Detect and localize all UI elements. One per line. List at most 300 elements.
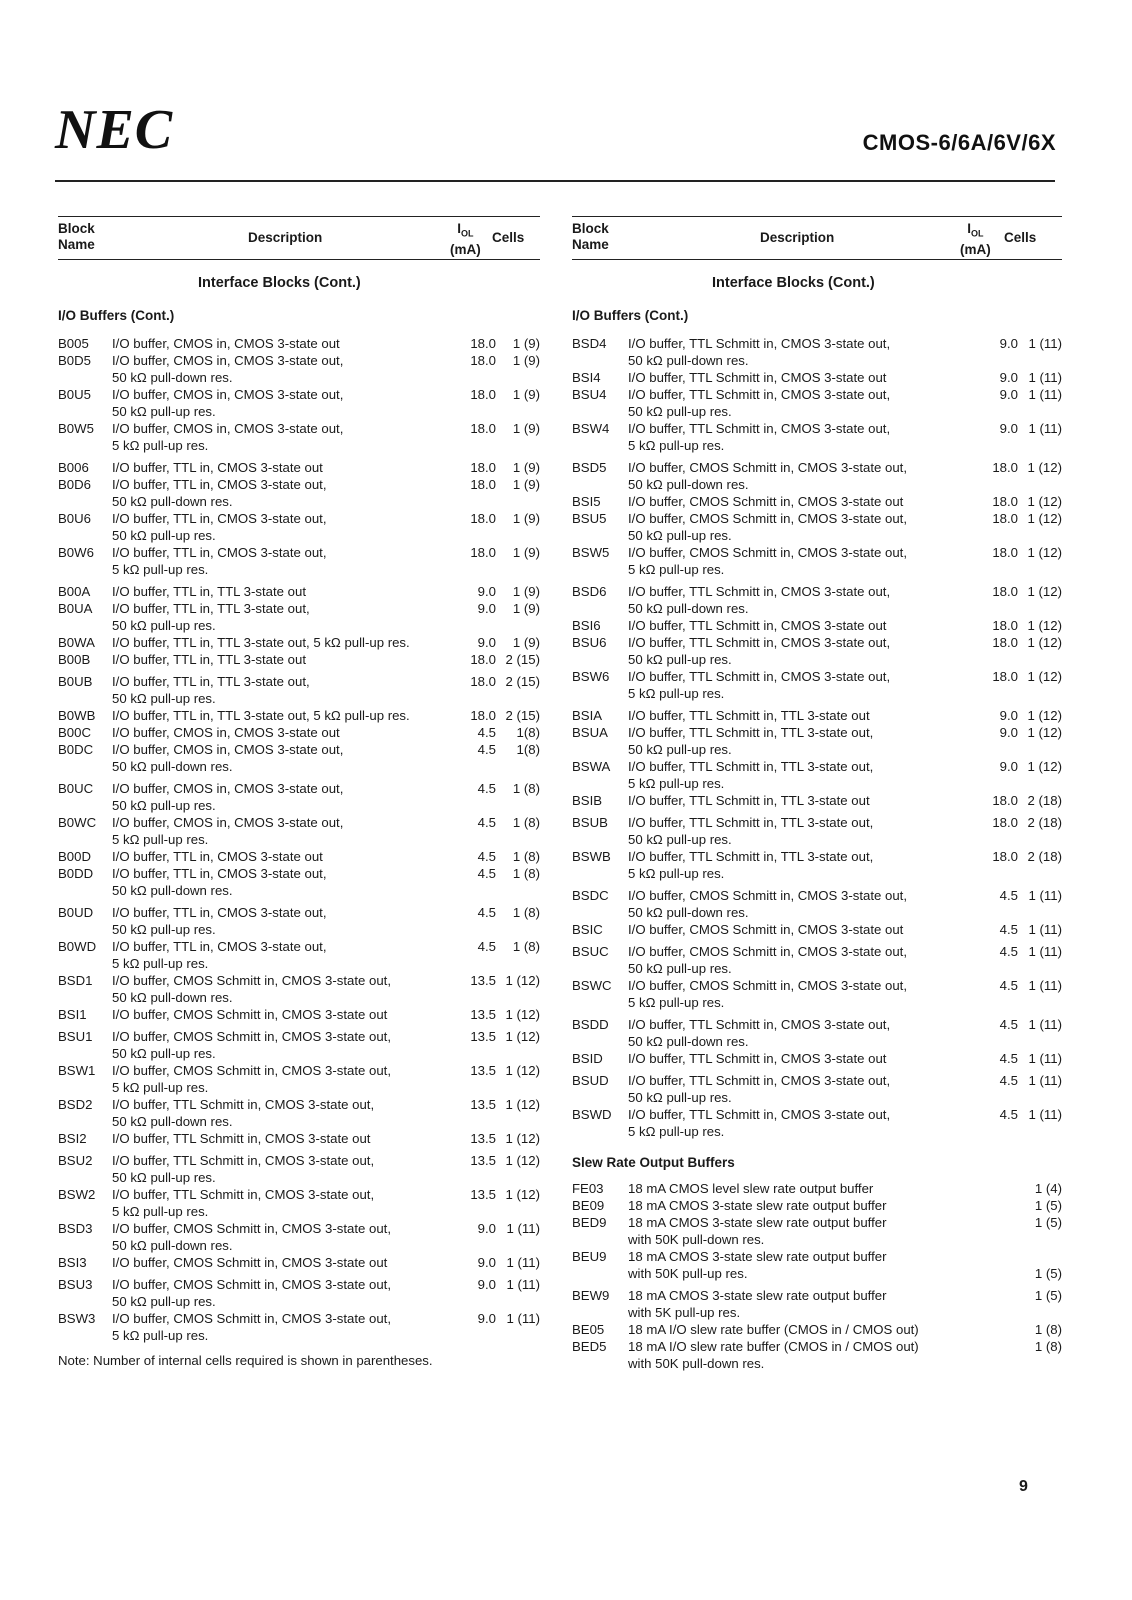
iol-value: 9.0 xyxy=(477,1277,496,1292)
description-line: 5 kΩ pull-up res. xyxy=(112,1204,209,1219)
cells-value: 1 (8) xyxy=(512,815,540,830)
description-line: I/O buffer, TTL Schmitt in, CMOS 3-state out, xyxy=(112,1153,375,1168)
description-line: 50 kΩ pull-up res. xyxy=(112,922,216,937)
description-line: I/O buffer, TTL Schmitt in, CMOS 3-state out xyxy=(628,1051,887,1066)
table-row xyxy=(572,1214,1062,1248)
description-line: 50 kΩ pull-up res. xyxy=(112,1046,216,1061)
block-name: BSU2 xyxy=(58,1153,93,1168)
description-line: 50 kΩ pull-down res. xyxy=(628,477,749,492)
iol-value: 18.0 xyxy=(470,421,496,436)
description-line: 18 mA I/O slew rate buffer (CMOS in / CMOS out) xyxy=(628,1339,919,1354)
block-description xyxy=(628,583,978,617)
description-line: I/O buffer, TTL in, TTL 3-state out, xyxy=(112,601,310,616)
block-description xyxy=(112,386,456,420)
description-line: 5 kΩ pull-up res. xyxy=(628,776,725,791)
description-line: I/O buffer, CMOS in, CMOS 3-state out, xyxy=(112,421,344,436)
description-line: I/O buffer, CMOS Schmitt in, CMOS 3-state out, xyxy=(628,511,907,526)
description-line: 50 kΩ pull-up res. xyxy=(112,1294,216,1309)
cells-value: 1 (12) xyxy=(505,1131,540,1146)
block-description xyxy=(112,1186,456,1220)
table-row xyxy=(58,1276,540,1310)
description-line: I/O buffer, CMOS Schmitt in, CMOS 3-state out, xyxy=(628,460,907,475)
iol-value: 9.0 xyxy=(477,1255,496,1270)
iol-value: 13.5 xyxy=(470,1063,496,1078)
table-row xyxy=(58,476,540,510)
description-line: I/O buffer, CMOS Schmitt in, CMOS 3-state out, xyxy=(628,545,907,560)
table-row xyxy=(572,1072,1062,1106)
block-name: BSU6 xyxy=(572,635,607,650)
description-line: I/O buffer, CMOS in, CMOS 3-state out, xyxy=(112,742,344,757)
description-line: 50 kΩ pull-down res. xyxy=(628,353,749,368)
block-name: B006 xyxy=(58,460,89,475)
description-line: 5 kΩ pull-up res. xyxy=(112,1328,209,1343)
description-line: 50 kΩ pull-up res. xyxy=(628,832,732,847)
block-description xyxy=(112,904,456,938)
iol-value: 18.0 xyxy=(992,584,1018,599)
block-name: B0UB xyxy=(58,674,93,689)
description-line: I/O buffer, TTL in, TTL 3-state out xyxy=(112,584,306,599)
block-name: BSU3 xyxy=(58,1277,93,1292)
description-line: 50 kΩ pull-down res. xyxy=(112,759,233,774)
description-line: I/O buffer, TTL Schmitt in, TTL 3-state out, xyxy=(628,725,874,740)
header-divider xyxy=(55,180,1055,182)
cells-value: 1 (12) xyxy=(1027,494,1062,509)
block-name: B00D xyxy=(58,849,91,864)
iol-value: 4.5 xyxy=(999,922,1018,937)
table-row xyxy=(572,814,1062,848)
iol-value: 18.0 xyxy=(992,460,1018,475)
iol-value: 4.5 xyxy=(999,944,1018,959)
block-name: BSIA xyxy=(572,708,603,723)
description-line: I/O buffer, TTL Schmitt in, CMOS 3-state out, xyxy=(628,336,891,351)
table-row xyxy=(572,707,1062,724)
block-name: BSI2 xyxy=(58,1131,87,1146)
cells-value: 1 (8) xyxy=(1034,1339,1062,1354)
iol-value: 18.0 xyxy=(992,618,1018,633)
cells-value: 1 (9) xyxy=(512,336,540,351)
iol-value: 18.0 xyxy=(470,387,496,402)
block-name-header: Block Name xyxy=(58,221,95,252)
block-description xyxy=(112,335,456,352)
cells-value: 1 (9) xyxy=(512,460,540,475)
cells-value: 1 (11) xyxy=(1028,944,1062,959)
iol-header: $I_{OL}$ (mA) xyxy=(960,221,991,257)
description-line: with 50K pull-down res. xyxy=(628,1232,765,1247)
iol-value: 13.5 xyxy=(470,1187,496,1202)
table-row xyxy=(58,972,540,1006)
description-line: I/O buffer, CMOS in, CMOS 3-state out xyxy=(112,725,340,740)
description-line: 18 mA CMOS 3-state slew rate output buffer xyxy=(628,1288,887,1303)
block-name: BSD5 xyxy=(572,460,607,475)
slew-rate-title: Slew Rate Output Buffers xyxy=(572,1155,735,1170)
table-row xyxy=(572,510,1062,544)
cells-value: 1 (12) xyxy=(505,1063,540,1078)
block-description xyxy=(112,938,456,972)
block-name: B0WA xyxy=(58,635,95,650)
table-row xyxy=(58,386,540,420)
description-line: 5 kΩ pull-up res. xyxy=(628,686,725,701)
description-line: I/O buffer, TTL in, CMOS 3-state out xyxy=(112,460,323,475)
cells-value: 1 (12) xyxy=(505,1029,540,1044)
table-row xyxy=(572,792,1062,809)
table-row xyxy=(572,369,1062,386)
block-description xyxy=(112,1220,456,1254)
table-row xyxy=(572,887,1062,921)
cells-value: 1 (12) xyxy=(1027,545,1062,560)
table-row xyxy=(58,651,540,668)
description-line: 50 kΩ pull-up res. xyxy=(628,528,732,543)
iol-value: 18.0 xyxy=(470,460,496,475)
block-name: BSWB xyxy=(572,849,611,864)
description-line: I/O buffer, CMOS in, CMOS 3-state out xyxy=(112,336,340,351)
description-line: 50 kΩ pull-up res. xyxy=(628,742,732,757)
cells-value: 1 (5) xyxy=(1034,1288,1062,1303)
cells-value: 1 (5) xyxy=(1034,1198,1062,1213)
block-description xyxy=(628,634,978,668)
block-description xyxy=(628,459,978,493)
cells-value: 1 (11) xyxy=(506,1277,540,1292)
block-description xyxy=(112,1152,456,1186)
description-line: with 50K pull-up res. xyxy=(628,1266,748,1281)
cells-value: 1 (12) xyxy=(1027,759,1062,774)
cells-value: 1 (11) xyxy=(1028,978,1062,993)
block-description xyxy=(628,943,978,977)
block-name: B0DD xyxy=(58,866,94,881)
description-line: 50 kΩ pull-down res. xyxy=(112,370,233,385)
iol-value: 9.0 xyxy=(999,421,1018,436)
block-description xyxy=(112,1006,456,1023)
block-description xyxy=(112,1062,456,1096)
block-name: BSUA xyxy=(572,725,608,740)
cells-value: 1 (11) xyxy=(506,1255,540,1270)
block-name: B0UC xyxy=(58,781,94,796)
cells-value: 1 (12) xyxy=(1027,618,1062,633)
description-line: 50 kΩ pull-up res. xyxy=(112,404,216,419)
table-row xyxy=(572,386,1062,420)
table-row xyxy=(572,1321,1062,1338)
iol-value: 18.0 xyxy=(470,545,496,560)
table-row xyxy=(58,352,540,386)
iol-value: 9.0 xyxy=(999,387,1018,402)
block-name: BSI1 xyxy=(58,1007,87,1022)
iol-value: 13.5 xyxy=(470,1097,496,1112)
description-line: 50 kΩ pull-down res. xyxy=(112,1238,233,1253)
description-line: 50 kΩ pull-up res. xyxy=(628,1090,732,1105)
table-row xyxy=(572,1016,1062,1050)
block-description xyxy=(112,583,456,600)
iol-value: 4.5 xyxy=(999,1051,1018,1066)
block-name: BSUC xyxy=(572,944,609,959)
cells-value: 1 (12) xyxy=(1027,725,1062,740)
cells-value: 1 (8) xyxy=(1034,1322,1062,1337)
description-line: I/O buffer, TTL in, CMOS 3-state out, xyxy=(112,939,327,954)
table-row xyxy=(572,977,1062,1011)
cells-value: 1 (12) xyxy=(505,1097,540,1112)
block-description xyxy=(628,887,978,921)
block-description xyxy=(112,741,456,775)
cells-value: 1 (9) xyxy=(512,353,540,368)
description-line: 18 mA CMOS 3-state slew rate output buffer xyxy=(628,1198,887,1213)
block-description xyxy=(628,1338,978,1372)
iol-value: 13.5 xyxy=(470,1007,496,1022)
block-name: B0U5 xyxy=(58,387,91,402)
iol-value: 18.0 xyxy=(992,494,1018,509)
block-description xyxy=(112,600,456,634)
table-row xyxy=(58,865,540,899)
block-name: B0D6 xyxy=(58,477,91,492)
iol-value: 4.5 xyxy=(999,888,1018,903)
block-name: BSWC xyxy=(572,978,612,993)
block-name: B005 xyxy=(58,336,89,351)
cells-value: 1 (11) xyxy=(1028,888,1062,903)
table-row xyxy=(58,1220,540,1254)
block-name: BSIC xyxy=(572,922,603,937)
cells-value: 1 (9) xyxy=(512,477,540,492)
cells-value: 1 (8) xyxy=(512,849,540,864)
description-line: I/O buffer, CMOS Schmitt in, CMOS 3-state out, xyxy=(112,973,391,988)
block-description xyxy=(628,335,978,369)
block-description xyxy=(628,1287,978,1321)
section-title: Interface Blocks (Cont.) xyxy=(198,275,361,291)
iol-value: 18.0 xyxy=(992,635,1018,650)
iol-value: 9.0 xyxy=(477,635,496,650)
cells-value: 1 (9) xyxy=(512,635,540,650)
block-name: BEW9 xyxy=(572,1288,610,1303)
description-line: I/O buffer, TTL Schmitt in, CMOS 3-state out, xyxy=(628,1107,891,1122)
cells-value: 1 (11) xyxy=(506,1311,540,1326)
iol-value: 18.0 xyxy=(992,669,1018,684)
iol-value: 18.0 xyxy=(992,793,1018,808)
block-name: B0UA xyxy=(58,601,93,616)
block-description xyxy=(628,792,978,809)
description-line: 5 kΩ pull-up res. xyxy=(628,438,725,453)
iol-value: 13.5 xyxy=(470,1153,496,1168)
block-description xyxy=(112,780,456,814)
iol-header: $I_{OL}$ (mA) xyxy=(450,221,481,257)
cells-value: 1 (12) xyxy=(1027,584,1062,599)
table-row xyxy=(58,1310,540,1344)
block-description xyxy=(628,1321,978,1338)
description-line: I/O buffer, TTL Schmitt in, CMOS 3-state out, xyxy=(628,584,891,599)
block-description xyxy=(628,369,978,386)
table-row xyxy=(572,943,1062,977)
block-description xyxy=(112,459,456,476)
block-name: BSI4 xyxy=(572,370,601,385)
description-line: I/O buffer, TTL Schmitt in, CMOS 3-state out, xyxy=(628,1073,891,1088)
table-row xyxy=(572,1050,1062,1067)
description-line: I/O buffer, CMOS Schmitt in, CMOS 3-state out, xyxy=(628,978,907,993)
block-name: BSI3 xyxy=(58,1255,87,1270)
table-row xyxy=(58,673,540,707)
block-description xyxy=(112,673,456,707)
cells-value: 1 (9) xyxy=(512,545,540,560)
cells-value: 2 (18) xyxy=(1027,793,1062,808)
block-name: BSUB xyxy=(572,815,608,830)
block-name: BSD4 xyxy=(572,336,607,351)
table-row xyxy=(572,724,1062,758)
description-line: I/O buffer, TTL Schmitt in, CMOS 3-state out xyxy=(628,370,887,385)
cells-value: 2 (18) xyxy=(1027,815,1062,830)
cells-value: 1 (11) xyxy=(1028,421,1062,436)
description-line: I/O buffer, CMOS in, CMOS 3-state out, xyxy=(112,815,344,830)
cells-value: 1(8) xyxy=(516,742,540,757)
cells-value: 1 (9) xyxy=(512,511,540,526)
description-line: I/O buffer, CMOS in, CMOS 3-state out, xyxy=(112,387,344,402)
description-line: 50 kΩ pull-up res. xyxy=(112,1170,216,1185)
table-row xyxy=(58,741,540,775)
table-row xyxy=(572,1248,1062,1282)
block-description xyxy=(628,1197,978,1214)
cells-value: 1 (9) xyxy=(512,584,540,599)
description-line: I/O buffer, TTL in, TTL 3-state out, xyxy=(112,674,310,689)
iol-value: 18.0 xyxy=(470,353,496,368)
block-description xyxy=(112,865,456,899)
block-name: BSD6 xyxy=(572,584,607,599)
iol-value: 9.0 xyxy=(999,336,1018,351)
iol-value: 18.0 xyxy=(470,652,496,667)
cells-value: 1 (11) xyxy=(1028,370,1062,385)
iol-value: 18.0 xyxy=(470,477,496,492)
table-row xyxy=(572,668,1062,702)
cells-value: 2 (15) xyxy=(505,652,540,667)
description-line: I/O buffer, TTL Schmitt in, CMOS 3-state out, xyxy=(628,635,891,650)
table-row xyxy=(572,335,1062,369)
table-row xyxy=(58,600,540,634)
block-name: B0D5 xyxy=(58,353,91,368)
block-name: B00A xyxy=(58,584,91,599)
block-name: BSU1 xyxy=(58,1029,93,1044)
block-name: BSI6 xyxy=(572,618,601,633)
left-column xyxy=(58,216,540,1369)
block-name: B0WB xyxy=(58,708,96,723)
description-line: I/O buffer, CMOS Schmitt in, CMOS 3-state out, xyxy=(112,1063,391,1078)
description-line: I/O buffer, CMOS Schmitt in, CMOS 3-state out xyxy=(628,922,904,937)
table-row xyxy=(58,1096,540,1130)
block-name: B0UD xyxy=(58,905,94,920)
iol-value: 18.0 xyxy=(992,849,1018,864)
cells-value: 1 (8) xyxy=(512,905,540,920)
description-line: I/O buffer, CMOS Schmitt in, CMOS 3-state out, xyxy=(112,1277,391,1292)
iol-value: 9.0 xyxy=(477,584,496,599)
block-name: B00B xyxy=(58,652,91,667)
description-line: 5 kΩ pull-up res. xyxy=(112,832,209,847)
iol-value: 13.5 xyxy=(470,1131,496,1146)
block-name: BSDD xyxy=(572,1017,609,1032)
table-row xyxy=(58,544,540,578)
iol-value: 4.5 xyxy=(477,781,496,796)
footnote: Note: Number of internal cells required is shown in parentheses. xyxy=(58,1353,433,1368)
iol-value: 4.5 xyxy=(999,978,1018,993)
description-line: 5 kΩ pull-up res. xyxy=(628,866,725,881)
block-name: B0WC xyxy=(58,815,97,830)
cells-value: 1 (11) xyxy=(1028,1017,1062,1032)
block-description xyxy=(628,544,978,578)
description-line: 18 mA CMOS level slew rate output buffer xyxy=(628,1181,874,1196)
description-line: I/O buffer, TTL in, TTL 3-state out, 5 kΩ pull-up res. xyxy=(112,708,410,723)
block-name: BSW5 xyxy=(572,545,610,560)
cells-header: Cells xyxy=(1004,230,1037,245)
description-line: 50 kΩ pull-down res. xyxy=(112,1114,233,1129)
cells-value: 1 (9) xyxy=(512,421,540,436)
block-description xyxy=(112,1028,456,1062)
iol-value: 9.0 xyxy=(999,708,1018,723)
table-row xyxy=(572,493,1062,510)
block-description xyxy=(112,1254,456,1271)
cells-value: 1 (11) xyxy=(1028,1073,1062,1088)
iol-value: 4.5 xyxy=(999,1017,1018,1032)
block-description xyxy=(628,1214,978,1248)
cells-value: 2 (15) xyxy=(505,674,540,689)
description-line: I/O buffer, CMOS Schmitt in, CMOS 3-state out xyxy=(628,494,904,509)
block-name: B00C xyxy=(58,725,91,740)
block-name: BSD2 xyxy=(58,1097,93,1112)
right-rows xyxy=(572,335,1062,1140)
table-row xyxy=(572,921,1062,938)
iol-value: 4.5 xyxy=(477,866,496,881)
description-line: 50 kΩ pull-up res. xyxy=(112,528,216,543)
block-name: BSDC xyxy=(572,888,609,903)
description-line: I/O buffer, TTL Schmitt in, TTL 3-state out xyxy=(628,708,870,723)
block-name: BSWD xyxy=(572,1107,612,1122)
block-description xyxy=(628,493,978,510)
description-line: 5 kΩ pull-up res. xyxy=(112,562,209,577)
block-description xyxy=(628,921,978,938)
cells-value: 1 (11) xyxy=(1028,336,1062,351)
description-line: I/O buffer, TTL in, CMOS 3-state out, xyxy=(112,545,327,560)
block-description xyxy=(112,814,456,848)
cells-value: 1 (12) xyxy=(505,973,540,988)
description-line: I/O buffer, TTL in, CMOS 3-state out, xyxy=(112,905,327,920)
description-line: with 50K pull-down res. xyxy=(628,1356,765,1371)
description-line: 50 kΩ pull-up res. xyxy=(112,618,216,633)
cells-value: 1 (12) xyxy=(1027,460,1062,475)
block-name: BSU4 xyxy=(572,387,607,402)
block-description xyxy=(112,352,456,386)
table-row xyxy=(572,758,1062,792)
table-row xyxy=(572,583,1062,617)
block-description xyxy=(112,476,456,510)
description-line: I/O buffer, CMOS in, CMOS 3-state out, xyxy=(112,353,344,368)
description-line: I/O buffer, CMOS Schmitt in, CMOS 3-state out, xyxy=(112,1221,391,1236)
block-name: B0DC xyxy=(58,742,94,757)
description-line: 50 kΩ pull-up res. xyxy=(112,691,216,706)
block-description xyxy=(628,668,978,702)
description-line: 50 kΩ pull-down res. xyxy=(628,601,749,616)
block-description xyxy=(628,707,978,724)
block-name: BSIB xyxy=(572,793,603,808)
description-line: I/O buffer, CMOS Schmitt in, CMOS 3-state out xyxy=(112,1007,388,1022)
nec-logo: NEC xyxy=(55,99,174,161)
page-number: 9 xyxy=(1019,1478,1028,1495)
block-name: BSD3 xyxy=(58,1221,93,1236)
cells-value: 1 (11) xyxy=(1028,1051,1062,1066)
table-row xyxy=(58,814,540,848)
iol-value: 9.0 xyxy=(999,370,1018,385)
table-row xyxy=(58,707,540,724)
description-line: 50 kΩ pull-up res. xyxy=(628,652,732,667)
description-line: I/O buffer, TTL Schmitt in, CMOS 3-state out, xyxy=(112,1097,375,1112)
iol-value: 9.0 xyxy=(999,759,1018,774)
block-name: BSD1 xyxy=(58,973,93,988)
block-description xyxy=(628,1180,978,1197)
cells-value: 1 (8) xyxy=(512,781,540,796)
iol-value: 4.5 xyxy=(477,725,496,740)
block-description xyxy=(112,972,456,1006)
iol-value: 4.5 xyxy=(999,1107,1018,1122)
table-row xyxy=(58,1062,540,1096)
table-row xyxy=(572,544,1062,578)
cells-value: 1 (12) xyxy=(505,1007,540,1022)
